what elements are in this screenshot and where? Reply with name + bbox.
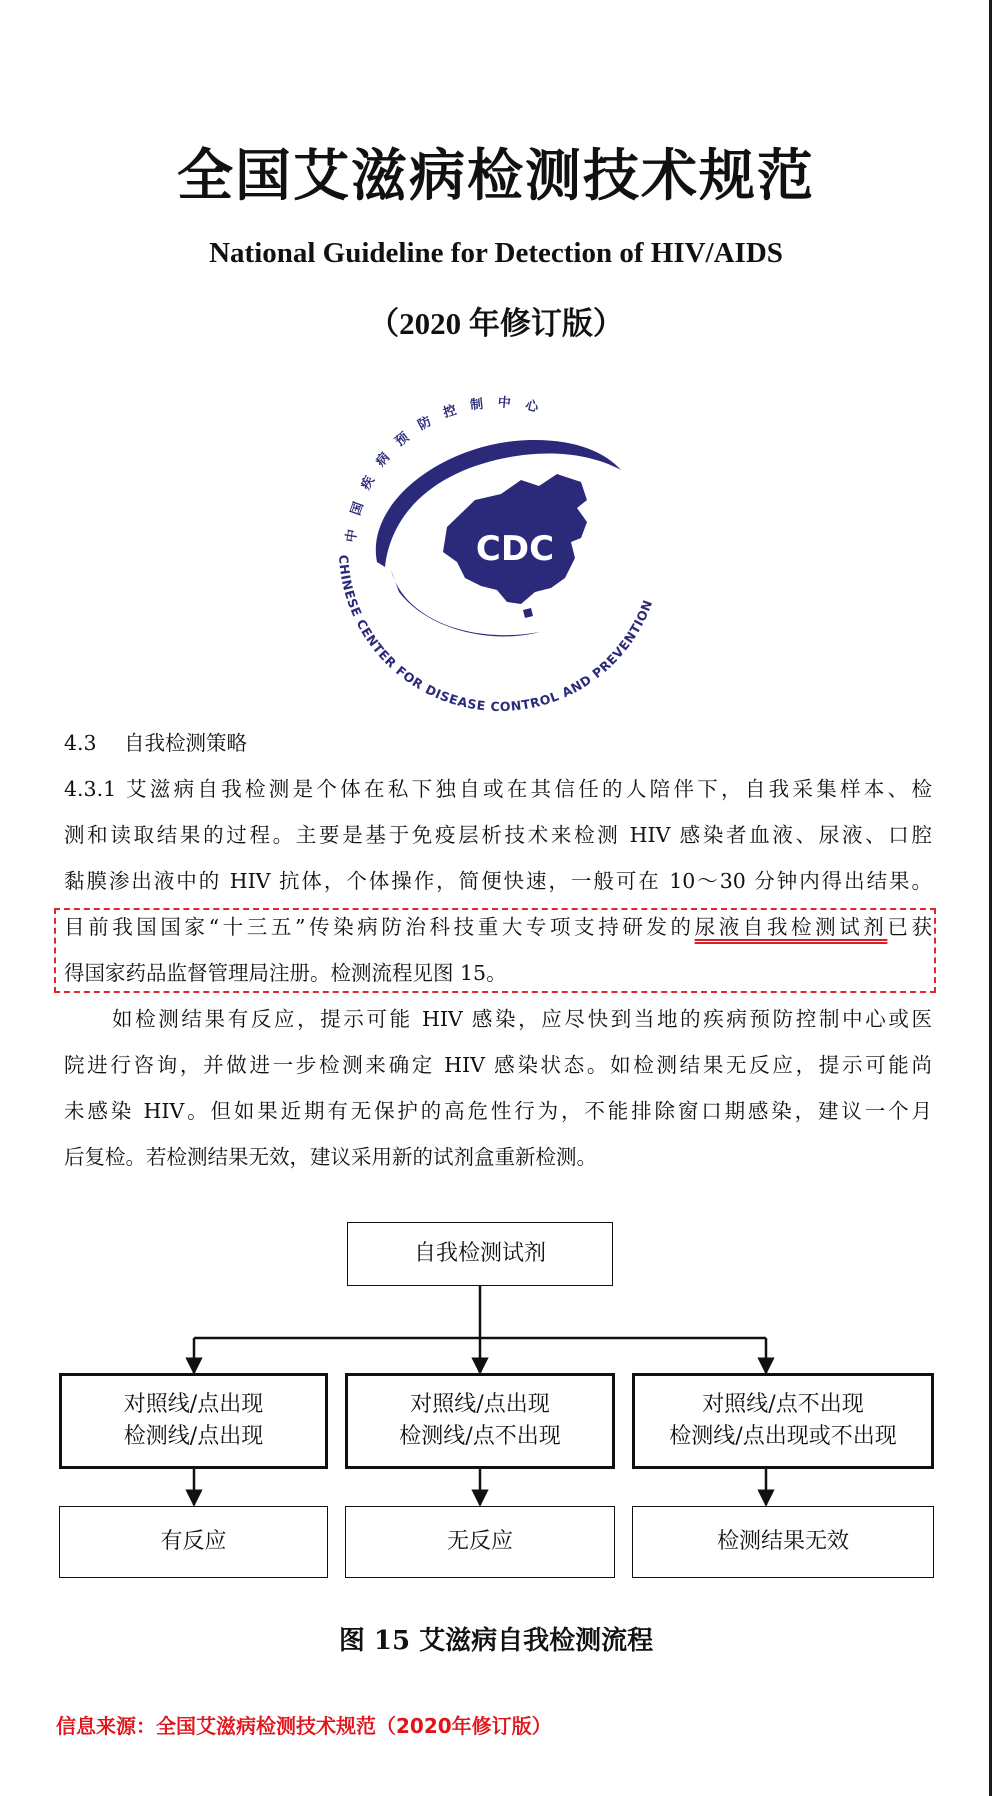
china-island	[523, 608, 533, 618]
condition-line: 对照线/点出现	[123, 1392, 264, 1417]
text-line: 未感染 HIV。但如果近期有无保护的高危性行为，不能排除窗口期感染，建议一个月	[64, 1099, 932, 1123]
source-note: 信息来源：全国艾滋病检测技术规范（2020年修订版）	[56, 1714, 552, 1738]
self-test-flowchart	[0, 1210, 992, 1590]
flow-root-label: 自我检测试剂	[413, 1241, 546, 1266]
document-title-cn: 全国艾滋病检测技术规范	[177, 144, 815, 209]
underlined-reagent-name: 尿液自我检测试剂	[694, 915, 888, 939]
red-dashed-highlight-box	[54, 908, 936, 993]
flow-result-box	[59, 1506, 328, 1578]
flow-root-box	[347, 1222, 613, 1286]
logo-center-text: CDC	[475, 529, 555, 569]
text-segment: 目前我国国家“十三五”传染病防治科技重大专项支持研发的	[64, 915, 695, 939]
section-heading	[64, 720, 247, 766]
flow-result-box	[345, 1506, 615, 1578]
section-title: 自我检测策略	[124, 731, 247, 755]
condition-line: 对照线/点出现	[410, 1392, 550, 1417]
document-title-en: National Guideline for Detection of HIV/AIDS	[209, 237, 783, 269]
result-label: 检测结果无效	[716, 1529, 849, 1554]
text-segment: 已获	[887, 915, 933, 939]
condition-line: 检测线/点不出现	[399, 1424, 561, 1449]
logo-ring-en: CHINESE CENTER FOR DISEASE CONTROL AND PREVENTION	[336, 554, 656, 715]
flow-condition-box	[59, 1373, 328, 1469]
text-line: 后复检。若检测结果无效，建议采用新的试剂盒重新检测。	[64, 1145, 597, 1169]
result-label: 无反应	[446, 1529, 513, 1554]
document-edition: （2020 年修订版）	[368, 306, 624, 341]
figure-caption: 图 15 艾滋病自我检测流程	[338, 1626, 654, 1656]
text-line: 院进行咨询，并做进一步检测来确定 HIV 感染状态。如检测结果无反应，提示可能尚	[64, 1053, 932, 1077]
china-cdc-logo	[325, 382, 675, 722]
flow-result-box	[632, 1506, 934, 1578]
text-line: 黏膜渗出液中的 HIV 抗体，个体操作，简便快速，一般可在 10～30 分钟内得出结果。	[64, 869, 932, 893]
condition-line: 对照线/点不出现	[702, 1392, 864, 1417]
result-label: 有反应	[160, 1529, 227, 1554]
condition-line: 检测线/点出现	[123, 1424, 264, 1449]
logo-ring-cn: 中国疾病预防控制中心	[343, 395, 554, 544]
condition-line: 检测线/点出现或不出现	[669, 1424, 897, 1449]
text-line: 测和读取结果的过程。主要是基于免疫层析技术来检测 HIV 感染者血液、尿液、口腔	[64, 823, 932, 847]
flow-condition-box	[345, 1373, 615, 1469]
text-line: 如检测结果有反应，提示可能 HIV 感染，应尽快到当地的疾病预防控制中心或医	[112, 1007, 932, 1031]
flow-condition-box	[632, 1373, 934, 1469]
paragraph-result-interpretation	[64, 996, 932, 1180]
text-line: 4.3.1 艾滋病自我检测是个体在私下独自或在其信任的人陪伴下，自我采集样本、检	[64, 777, 932, 801]
section-number: 4.3	[64, 731, 97, 755]
text-line: 得国家药品监督管理局注册。检测流程见图 15。	[64, 961, 507, 985]
